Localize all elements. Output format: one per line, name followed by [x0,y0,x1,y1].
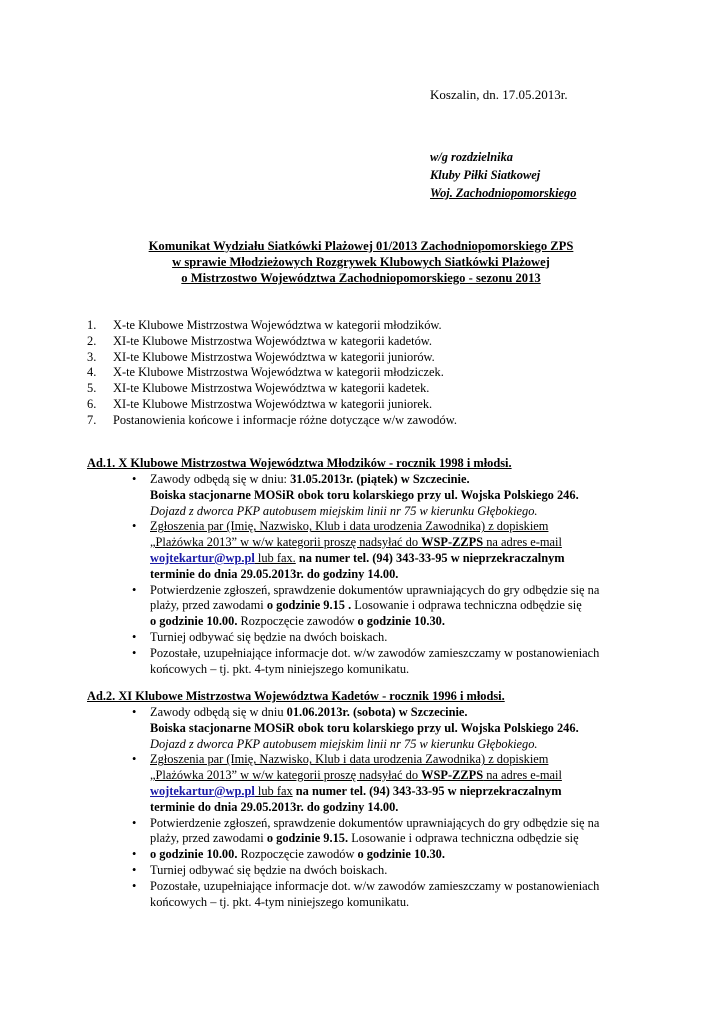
text-line: Zgłoszenia par (Imię, Nazwisko, Klub i data urodzenia Zawodnika) z dopiskiem [150,752,549,767]
bullet-icon: • [132,847,137,862]
document-title [60,238,662,286]
bullet-icon: • [132,472,137,486]
toc-number: 6. [87,396,97,411]
email-link[interactable]: wojtekartur@wp.pl [150,783,255,798]
table-of-contents [87,318,457,429]
list-item [130,646,650,678]
list-item [130,847,650,863]
toc-text: X-te Klubowe Mistrzostwa Województwa w kategorii młodzików. [113,318,442,332]
bullet-icon: • [132,752,137,767]
text-line: Zawody odbędą się w dniu 01.06.2013r. (sobota) w Szczecinie. [150,705,468,719]
toc-item [87,365,457,381]
document-date: Koszalin, dn. 17.05.2013r. [430,87,568,102]
toc-number: 1. [87,318,97,332]
venue-line: Boiska stacjonarne MOSiR obok toru kolarskiego przy ul. Wojska Polskiego 246. [150,487,579,502]
toc-text: XI-te Klubowe Mistrzostwa Województwa w kategorii juniorek. [113,396,433,411]
list-item [130,816,650,848]
recipient-block [430,148,576,202]
deadline-line: terminie do dnia 29.05.2013r. do godziny 14.00. [150,799,399,814]
toc-text: X-te Klubowe Mistrzostwa Województwa w kategorii młodziczek. [113,365,444,380]
list-item [130,752,650,815]
list-item [130,863,650,879]
email-link[interactable]: wojtekartur@wp.pl [150,550,255,565]
section-heading-ad2: Ad.2. XI Klubowe Mistrzostwa Województwa Kadetów - rocznik 1996 i młodsi. [87,689,505,703]
recipient-line: Woj. Zachodniopomorskiego [430,186,577,200]
toc-item [87,413,457,429]
text-line: plaży, przed zawodami o godzinie 9.15. Losowanie i odprawa techniczna odbędzie się [150,831,579,846]
list-item [130,879,650,911]
text-line: o godzinie 10.00. Rozpoczęcie zawodów o godzinie 10.30. [150,614,445,629]
list-item [130,583,650,630]
list-item [130,705,650,752]
list-item [130,472,650,519]
title-line: w sprawie Młodzieżowych Rozgrywek Klubowych Siatkówki Plażowej [172,255,550,269]
bullet-icon: • [132,862,137,877]
bullet-icon: • [132,519,137,534]
toc-number: 4. [87,365,97,380]
text-line: plaży, przed zawodami o godzinie 9.15 . Losowanie i odprawa techniczna odbędzie się [150,598,582,613]
text-line: końcowych – tj. pkt. 4-tym niniejszego komunikatu. [150,894,410,909]
bullet-icon: • [132,582,137,597]
bullet-icon: • [132,629,137,644]
list-item [130,519,650,582]
bullet-icon: • [132,645,137,660]
text-line: końcowych – tj. pkt. 4-tym niniejszego komunikatu. [150,661,410,676]
transport-line: Dojazd z dworca PKP autobusem miejskim linii nr 75 w kierunku Głębokiego. [150,503,538,518]
text-line: Pozostałe, uzupełniające informacje dot. w/w zawodów zamieszczamy w postanowieniach [150,878,600,893]
text-line: Zawody odbędą się w dniu: 31.05.2013r. (piątek) w Szczecinie. [150,472,470,486]
text-line: Turniej odbywać się będzie na dwóch boiskach. [150,629,388,644]
text-line: Zgłoszenia par (Imię, Nazwisko, Klub i data urodzenia Zawodnika) z dopiskiem [150,519,549,534]
bullet-icon: • [132,815,137,830]
text-line: Potwierdzenie zgłoszeń, sprawdzenie dokumentów uprawniających do gry odbędzie się na [150,582,600,597]
deadline-line: terminie do dnia 29.05.2013r. do godziny 14.00. [150,566,399,581]
transport-line: Dojazd z dworca PKP autobusem miejskim linii nr 75 w kierunku Głębokiego. [150,736,538,751]
recipient-line: Kluby Piłki Siatkowej [430,168,541,182]
toc-text: XI-te Klubowe Mistrzostwa Województwa w kategorii kadetów. [113,333,433,348]
title-line: o Mistrzostwo Województwa Zachodniopomorskiego - sezonu 2013 [181,271,541,285]
section-ad2-list [130,705,650,910]
text-line: wojtekartur@wp.pl lub fax. na numer tel. (94) 343-33-95 w nieprzekraczalnym [150,550,565,565]
list-item [130,630,650,646]
toc-text: XI-te Klubowe Mistrzostwa Województwa w kategorii juniorów. [113,349,435,364]
toc-number: 7. [87,412,97,427]
text-line: „Plażówka 2013” w w/w kategorii proszę nadsyłać do WSP-ZZPS na adres e-mail [150,535,562,550]
bullet-icon: • [132,705,137,719]
toc-number: 2. [87,333,97,348]
text-line: Potwierdzenie zgłoszeń, sprawdzenie dokumentów uprawniających do gry odbędzie się na [150,815,600,830]
toc-text: XI-te Klubowe Mistrzostwa Województwa w kategorii kadetek. [113,381,430,396]
toc-item [87,397,457,413]
toc-text: Postanowienia końcowe i informacje różne dotyczące w/w zawodów. [113,412,457,427]
text-line: o godzinie 10.00. Rozpoczęcie zawodów o godzinie 10.30. [150,847,445,862]
venue-line: Boiska stacjonarne MOSiR obok toru kolarskiego przy ul. Wojska Polskiego 246. [150,720,579,735]
section-heading-ad1: Ad.1. X Klubowe Mistrzostwa Województwa Młodzików - rocznik 1998 i młodsi. [87,456,512,470]
text-line: Turniej odbywać się będzie na dwóch boiskach. [150,862,388,877]
toc-item [87,318,457,334]
toc-item [87,381,457,397]
recipient-line: w/g rozdzielnika [430,150,513,164]
bullet-icon: • [132,878,137,893]
toc-item [87,334,457,350]
section-ad1-list [130,472,650,677]
toc-number: 5. [87,381,97,396]
toc-item [87,350,457,366]
text-line: „Plażówka 2013” w w/w kategorii proszę nadsyłać do WSP-ZZPS na adres e-mail [150,768,562,783]
toc-number: 3. [87,349,97,364]
text-line: wojtekartur@wp.pl lub fax na numer tel. (94) 343-33-95 w nieprzekraczalnym [150,783,562,798]
text-line: Pozostałe, uzupełniające informacje dot. w/w zawodów zamieszczamy w postanowieniach [150,645,600,660]
title-line: Komunikat Wydziału Siatkówki Plażowej 01/2013 Zachodniopomorskiego ZPS [148,239,574,253]
